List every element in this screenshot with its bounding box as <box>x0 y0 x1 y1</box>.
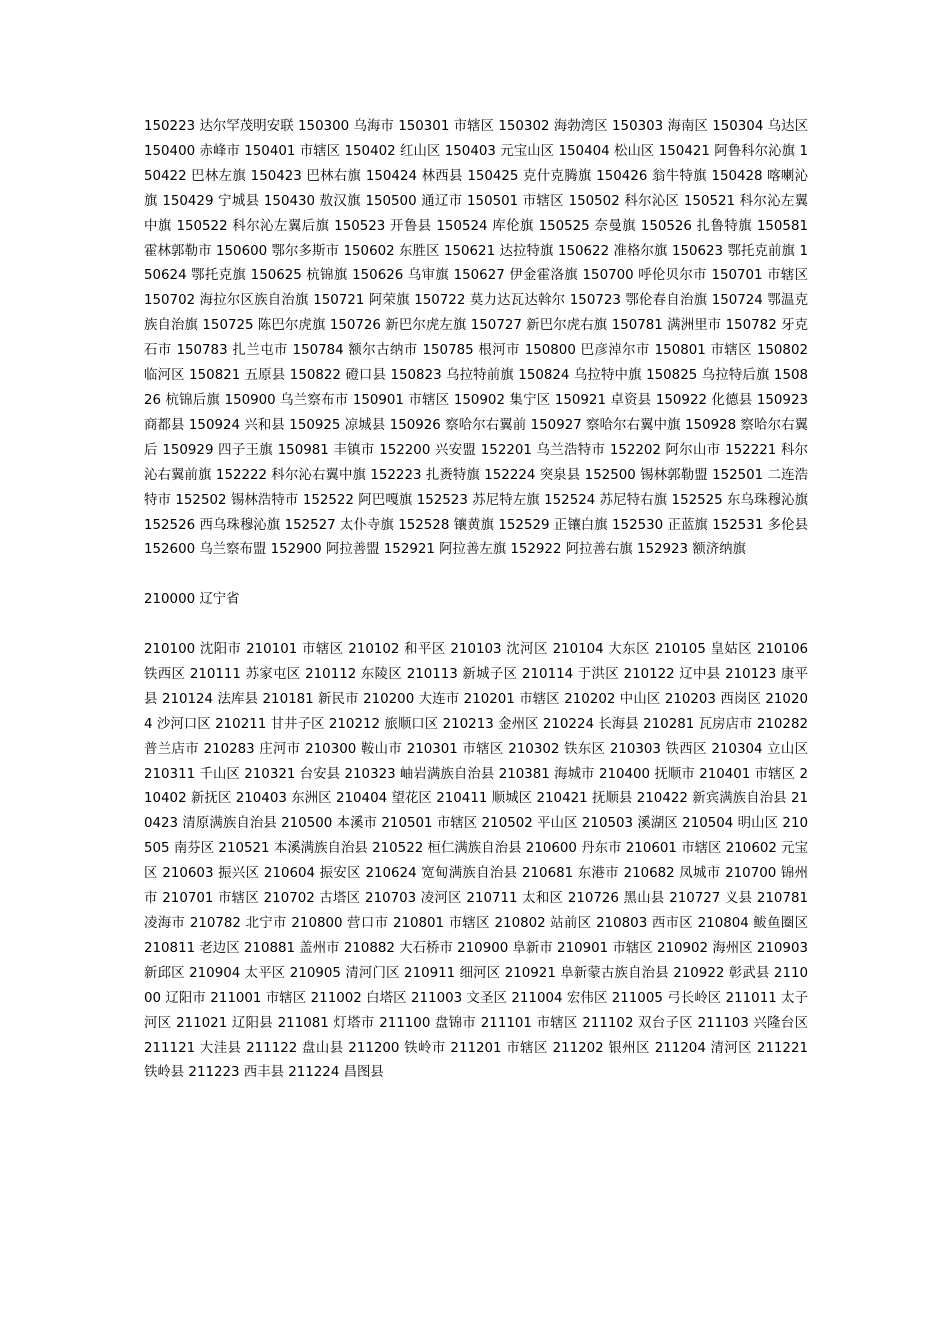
liaoning-codes-paragraph: 210100 沈阳市 210101 市辖区 210102 和平区 210103 沈河区 210104 大东区 210105 皇姑区 210106 铁西区 210111 苏家屯区 210112 东陵区 210113 新城子区 210114 于洪区 210122 辽中县 210123 康平县 210124 法库县 210181 新民市 210200 大连市 210201 市辖区 210202 中山区 210203 西岗区 210204 沙河口区 210211 甘井子区 210212 旅顺口区 210213 金州区 210224 长海县 210281 瓦房店市 210282 普兰店市 210283 庄河市 210300 鞍山市 210301 市辖区 210302 铁东区 210303 铁西区 210304 立山区 210311 千山区 210321 台安县 210323 岫岩满族自治县 210381 海城市 210400 抚顺市 210401 市辖区 210402 新抚区 210403 东洲区 210404 望花区 210411 顺城区 210421 抚顺县 210422 新宾满族自治县 210423 清原满族自治县 210500 本溪市 210501 市辖区 210502 平山区 210503 溪湖区 210504 明山区 210505 南芬区 210521 本溪满族自治县 210522 桓仁满族自治县 210600 丹东市 210601 市辖区 210602 元宝区 210603 振兴区 210604 振安区 210624 宽甸满族自治县 210681 东港市 210682 凤城市 210700 锦州市 210701 市辖区 210702 古塔区 210703 凌河区 210711 太和区 210726 黑山县 210727 义县 210781 凌海市 210782 北宁市 210800 营口市 210801 市辖区 210802 站前区 210803 西市区 210804 鲅鱼圈区 210811 老边区 210881 盖州市 210882 大石桥市 210900 阜新市 210901 市辖区 210902 海州区 210903 新邱区 210904 太平区 210905 清河门区 210911 细河区 210921 阜新蒙古族自治县 210922 彰武县 211000 辽阳市 211001 市辖区 211002 白塔区 211003 文圣区 211004 宏伟区 211005 弓长岭区 211011 太子河区 211021 辽阳县 211081 灯塔市 211100 盘锦市 211101 市辖区 211102 双台子区 211103 兴隆台区 211121 大洼县 211122 盘山县 211200 铁岭市 211201 市辖区 211202 银州区 211204 清河区 211221 铁岭县 211223 西丰县 211224 昌图县 <box>144 642 808 1081</box>
paragraph-spacer <box>144 563 808 588</box>
inner-mongolia-codes-paragraph: 150223 达尔罕茂明安联 150300 乌海市 150301 市辖区 150302 海勃湾区 150303 海南区 150304 乌达区 150400 赤峰市 150401 市辖区 150402 红山区 150403 元宝山区 150404 松山区 150421 阿鲁科尔沁旗 150422 巴林左旗 150423 巴林右旗 150424 林西县 150425 克什克腾旗 150426 翁牛特旗 150428 喀喇沁旗 150429 宁城县 150430 敖汉旗 150500 通辽市 150501 市辖区 150502 科尔沁区 150521 科尔沁左翼中旗 150522 科尔沁左翼后旗 150523 开鲁县 150524 库伦旗 150525 奈曼旗 150526 扎鲁特旗 150581 霍林郭勒市 150600 鄂尔多斯市 150602 东胜区 150621 达拉特旗 150622 准格尔旗 150623 鄂托克前旗 150624 鄂托克旗 150625 杭锦旗 150626 乌审旗 150627 伊金霍洛旗 150700 呼伦贝尔市 150701 市辖区 150702 海拉尔区族自治旗 150721 阿荣旗 150722 莫力达瓦达斡尔 150723 鄂伦春自治旗 150724 鄂温克族自治旗 150725 陈巴尔虎旗 150726 新巴尔虎左旗 150727 新巴尔虎右旗 150781 满洲里市 150782 牙克石市 150783 扎兰屯市 150784 额尔古纳市 150785 根河市 150800 巴彦淖尔市 150801 市辖区 150802 临河区 150821 五原县 150822 磴口县 150823 乌拉特前旗 150824 乌拉特中旗 150825 乌拉特后旗 150826 杭锦后旗 150900 乌兰察布市 150901 市辖区 150902 集宁区 150921 卓资县 150922 化德县 150923 商都县 150924 兴和县 150925 凉城县 150926 察哈尔右翼前 150927 察哈尔右翼中旗 150928 察哈尔右翼后 150929 四子王旗 150981 丰镇市 152200 兴安盟 152201 乌兰浩特市 152202 阿尔山市 152221 科尔沁右翼前旗 152222 科尔沁右翼中旗 152223 扎赉特旗 152224 突泉县 152500 锡林郭勒盟 152501 二连浩特市 152502 锡林浩特市 152522 阿巴嘎旗 152523 苏尼特左旗 152524 苏尼特右旗 152525 东乌珠穆沁旗 152526 西乌珠穆沁旗 152527 太仆寺旗 152528 镶黄旗 152529 正镶白旗 152530 正蓝旗 152531 多伦县 152600 乌兰察布盟 152900 阿拉善盟 152921 阿拉善左旗 152922 阿拉善右旗 152923 额济纳旗 <box>144 119 808 558</box>
liaoning-province-heading: 210000 辽宁省 <box>144 592 240 608</box>
paragraph-spacer <box>144 613 808 638</box>
document-page <box>144 115 808 1086</box>
